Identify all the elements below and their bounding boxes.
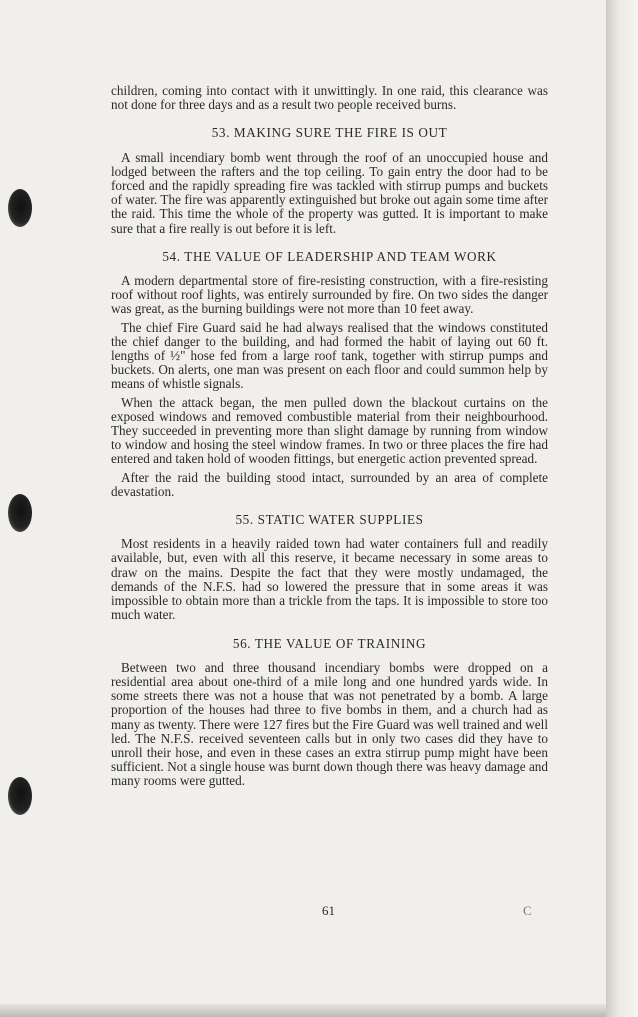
paragraph: When the attack began, the men pulled down the blackout curtains on the exposed windows and removed combustible material from their neighbourhood. They succeeded in preventing more than slight damage by running from window to window and hosing the steel window frames. In two or three places the fire had entered and taken hold of wooden fittings, but energetic action prevented spread. (111, 394, 548, 467)
section-55 (111, 513, 548, 622)
page-bottom-edge (0, 1004, 606, 1017)
page-number: 61 (322, 903, 335, 918)
section-54 (111, 250, 548, 499)
section-56 (111, 637, 548, 789)
page-footer (111, 903, 548, 919)
section-heading: 54. THE VALUE OF LEADERSHIP AND TEAM WORK (162, 248, 497, 264)
paragraph: The chief Fire Guard said he had always realised that the windows constituted the chief danger to the building, and had formed the habit of laying out 60 ft. lengths of ½" hose fed from a large roof tank, together with stirrup pumps and buckets. On alerts, one man was present on each floor and could summon help by means of whistle signals. (111, 319, 548, 392)
binder-hole-top (8, 189, 32, 227)
section-53 (111, 126, 548, 235)
binder-hole-bottom (8, 777, 32, 815)
paragraph: Most residents in a heavily raided town had water containers full and readily available, but, even with all this reserve, it became necessary in some areas to draw on the mains. Despite the fact that they were mostly undamaged, the demands of the N.F.S. had so lowered the pressure that in some areas it was impossible to obtain more than a trickle from the taps. It is impossible to store too much water. (111, 536, 548, 623)
binder-hole-middle (8, 494, 32, 532)
body-text (111, 84, 548, 793)
page-edge-shadow (606, 0, 638, 1017)
paragraph: Between two and three thousand incendiary bombs were dropped on a residential area about one-third of a mile long and one hundred yards wide. In some streets there was not a house that was not penetrated by a bomb. A large proportion of the houses had three to five bombs in them, and a church had as many as twenty. There were 127 fires but the Fire Guard was well trained and well led. The N.F.S. received seventeen calls but in only two cases did they have to unroll their hose, and even in these cases an extra stirrup pump might have been sufficient. Not a single house was burnt down though there was heavy damage and many rooms were gutted. (111, 659, 548, 789)
section-heading: 53. MAKING SURE THE FIRE IS OUT (211, 125, 448, 141)
paragraph: After the raid the building stood intact, surrounded by an area of complete devastation. (111, 469, 548, 499)
section-heading: 56. THE VALUE OF TRAINING (232, 635, 427, 651)
section-heading: 55. STATIC WATER SUPPLIES (235, 512, 424, 528)
paragraph: A modern departmental store of fire-resisting construction, with a fire-resisting roof without roof lights, was entirely surrounded by fire. On two sides the danger was great, as the burning buildings were not more than 10 feet away. (111, 273, 548, 317)
paragraph: A small incendiary bomb went through the roof of an unoccupied house and lodged between the rafters and the top ceiling. To gain entry the door had to be forced and the rapidly spreading fire was tackled with stirrup pumps and buckets of water. The fire was apparently extinguished but broke out again some time after the raid. This time the whole of the property was gutted. It is important to make sure that a fire really is out before it is left. (111, 149, 548, 236)
intro-paragraph: children, coming into contact with it unwittingly. In one raid, this clearance was not done for three days and as a result two people received burns. (111, 83, 548, 113)
signature-mark: C (523, 903, 532, 918)
